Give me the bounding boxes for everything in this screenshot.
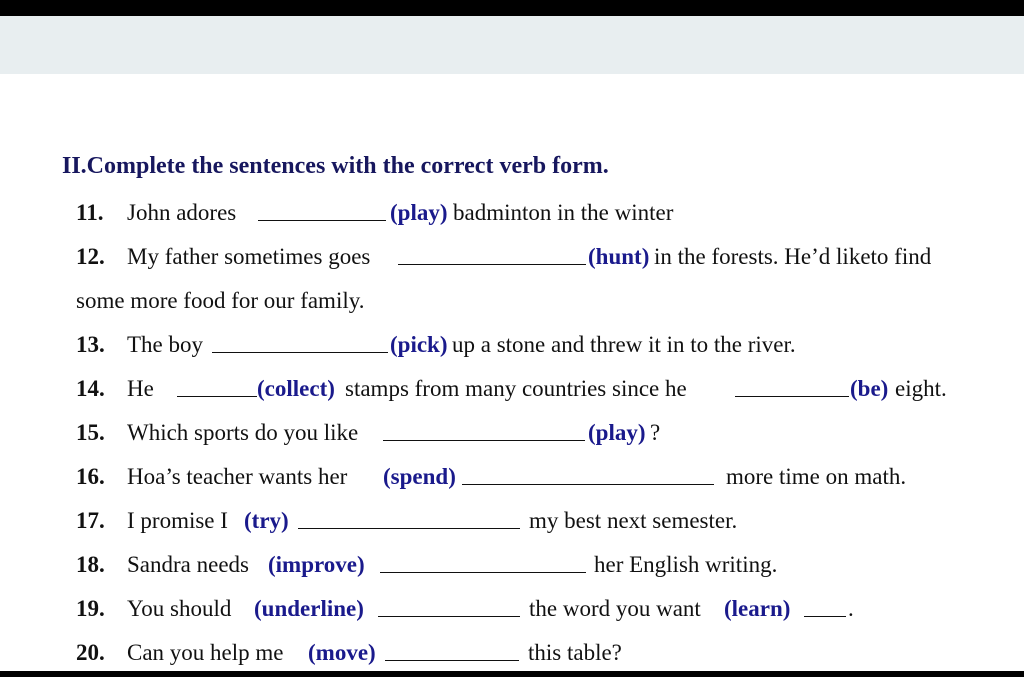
- answer-blank[interactable]: [258, 220, 386, 221]
- item-number: 16.: [76, 464, 105, 489]
- answer-blank[interactable]: [385, 660, 519, 661]
- item-text: badminton in the winter: [453, 200, 674, 225]
- item-number: 13.: [76, 332, 105, 357]
- answer-blank[interactable]: [298, 528, 520, 529]
- item-text: stamps from many countries since he: [345, 376, 687, 401]
- item-text: more time on math.: [726, 464, 907, 489]
- item-number: 19.: [76, 596, 105, 621]
- answer-blank[interactable]: [383, 440, 585, 441]
- answer-blank[interactable]: [804, 616, 846, 617]
- item-text: John adores: [127, 200, 237, 225]
- item-number: 15.: [76, 420, 105, 445]
- item-number: 14.: [76, 376, 105, 401]
- verb-hint: (underline): [254, 596, 364, 621]
- item-text: Sandra needs: [127, 552, 249, 577]
- header-band: [0, 16, 1024, 74]
- item-number: 18.: [76, 552, 105, 577]
- item-text: I promise I: [127, 508, 228, 533]
- verb-hint: (be): [850, 376, 889, 401]
- answer-blank[interactable]: [735, 396, 849, 397]
- answer-blank[interactable]: [378, 616, 520, 617]
- item-text: in the forests. He’d liketo find: [654, 244, 932, 269]
- answer-blank[interactable]: [462, 484, 714, 485]
- item-number: 20.: [76, 640, 105, 665]
- verb-hint: (play): [390, 200, 448, 225]
- item-text: my best next semester.: [529, 508, 738, 533]
- item-number: 11.: [76, 200, 104, 225]
- item-text: Can you help me: [127, 640, 284, 665]
- item-text: Which sports do you like: [127, 420, 359, 445]
- item-text: He: [127, 376, 154, 401]
- top-black-bar: [0, 0, 1024, 16]
- item-text: this table?: [528, 640, 622, 665]
- answer-blank[interactable]: [398, 264, 586, 265]
- item-text: up a stone and threw it in to the river.: [452, 332, 796, 357]
- exercise-heading: II.Complete the sentences with the correct verb form.: [62, 153, 609, 179]
- answer-blank[interactable]: [177, 396, 257, 397]
- verb-hint: (improve): [268, 552, 365, 577]
- item-text: eight.: [895, 376, 947, 401]
- item-text: some more food for our family.: [76, 288, 365, 313]
- item-text: .: [848, 596, 854, 621]
- verb-hint: (try): [244, 508, 289, 533]
- verb-hint: (play): [588, 420, 646, 445]
- item-text: ?: [650, 420, 661, 445]
- answer-blank[interactable]: [212, 352, 388, 353]
- item-text: You should: [127, 596, 232, 621]
- verb-hint: (hunt): [588, 244, 650, 269]
- verb-hint: (spend): [383, 464, 456, 489]
- item-text: My father sometimes goes: [127, 244, 371, 269]
- verb-hint: (collect): [257, 376, 335, 401]
- item-text: the word you want: [529, 596, 701, 621]
- verb-hint: (move): [308, 640, 376, 665]
- item-text: Hoa’s teacher wants her: [127, 464, 348, 489]
- bottom-black-bar: [0, 671, 1024, 677]
- item-text: The boy: [127, 332, 204, 357]
- item-number: 12.: [76, 244, 105, 269]
- answer-blank[interactable]: [380, 572, 586, 573]
- item-text: her English writing.: [594, 552, 778, 577]
- item-number: 17.: [76, 508, 105, 533]
- verb-hint: (pick): [390, 332, 448, 357]
- verb-hint: (learn): [724, 596, 791, 621]
